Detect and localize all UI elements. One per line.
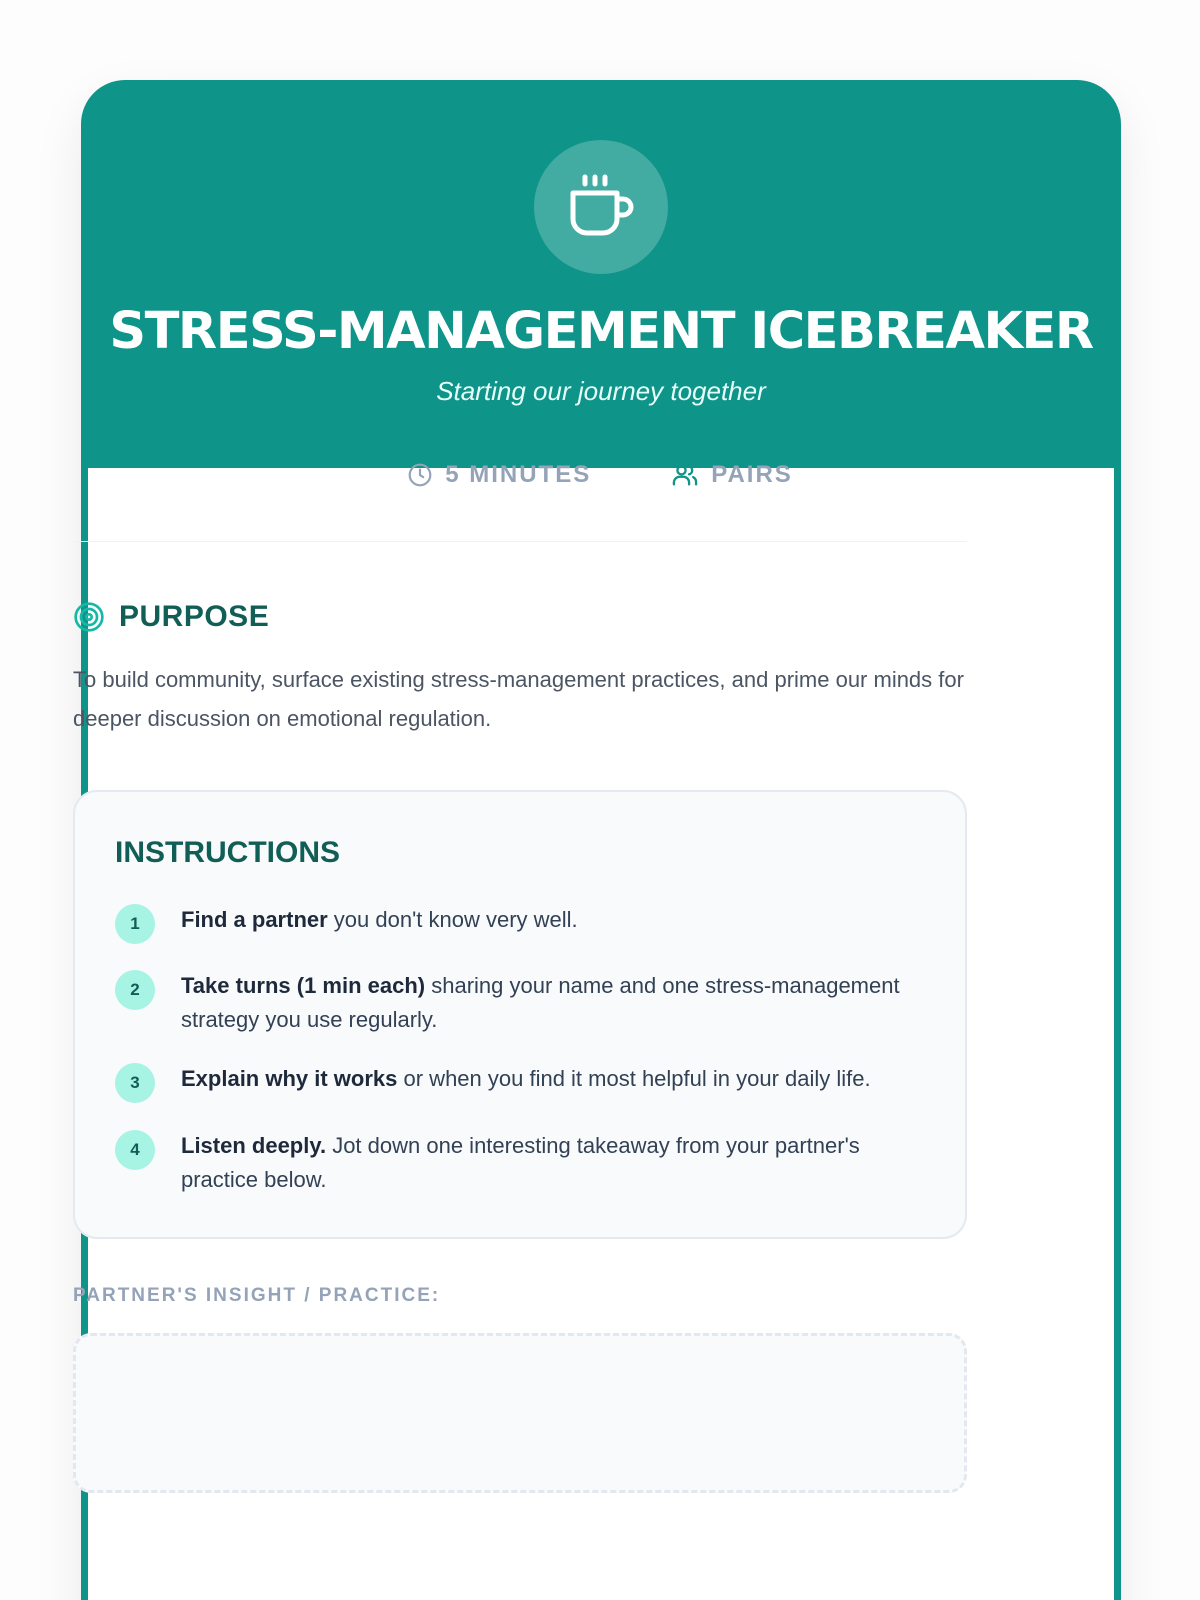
page-subtitle: Starting our journey together: [436, 376, 766, 406]
duration-label: 5 MINUTES: [445, 461, 592, 488]
duration-meta: [407, 461, 591, 489]
clock-icon: [407, 462, 433, 488]
card-header: [81, 80, 1121, 468]
insight-input-area[interactable]: [73, 1333, 967, 1493]
format-label: PAIRS: [711, 461, 793, 488]
purpose-header: [73, 600, 269, 634]
purpose-title: PURPOSE: [119, 600, 270, 633]
step-text: Take turns (1 min each) sharing your name and one stress-management strategy you use regularly.: [181, 973, 900, 1032]
format-meta: [671, 461, 793, 489]
users-icon: [671, 461, 699, 489]
purpose-text: To build community, surface existing stress-management practices, and prime our minds for deeper discussion on emotional regulation.: [73, 667, 964, 731]
instruction-step: [115, 969, 935, 1037]
step-text: Explain why it works or when you find it most helpful in your daily life.: [181, 1066, 871, 1091]
step-number-badge: 2: [115, 970, 155, 1010]
step-number-badge: 4: [115, 1130, 155, 1170]
instructions-panel: [73, 790, 967, 1239]
instruction-step: [115, 1129, 935, 1197]
step-number-badge: 1: [115, 904, 155, 944]
section-divider: [73, 541, 967, 542]
step-number-badge: 3: [115, 1063, 155, 1103]
coffee-cup-icon: [534, 140, 668, 274]
instruction-step: [115, 1062, 935, 1103]
step-text: Listen deeply. Jot down one interesting takeaway from your partner's practice below.: [181, 1133, 860, 1192]
instructions-title: INSTRUCTIONS: [115, 836, 340, 869]
step-text: Find a partner you don't know very well.: [181, 907, 578, 932]
activity-meta: [0, 455, 1200, 495]
insight-field-label: PARTNER'S INSIGHT / PRACTICE:: [73, 1285, 441, 1306]
instruction-step: [115, 903, 935, 944]
page-title: STRESS-MANAGEMENT ICEBREAKER: [109, 302, 1093, 361]
target-icon: [73, 601, 105, 633]
